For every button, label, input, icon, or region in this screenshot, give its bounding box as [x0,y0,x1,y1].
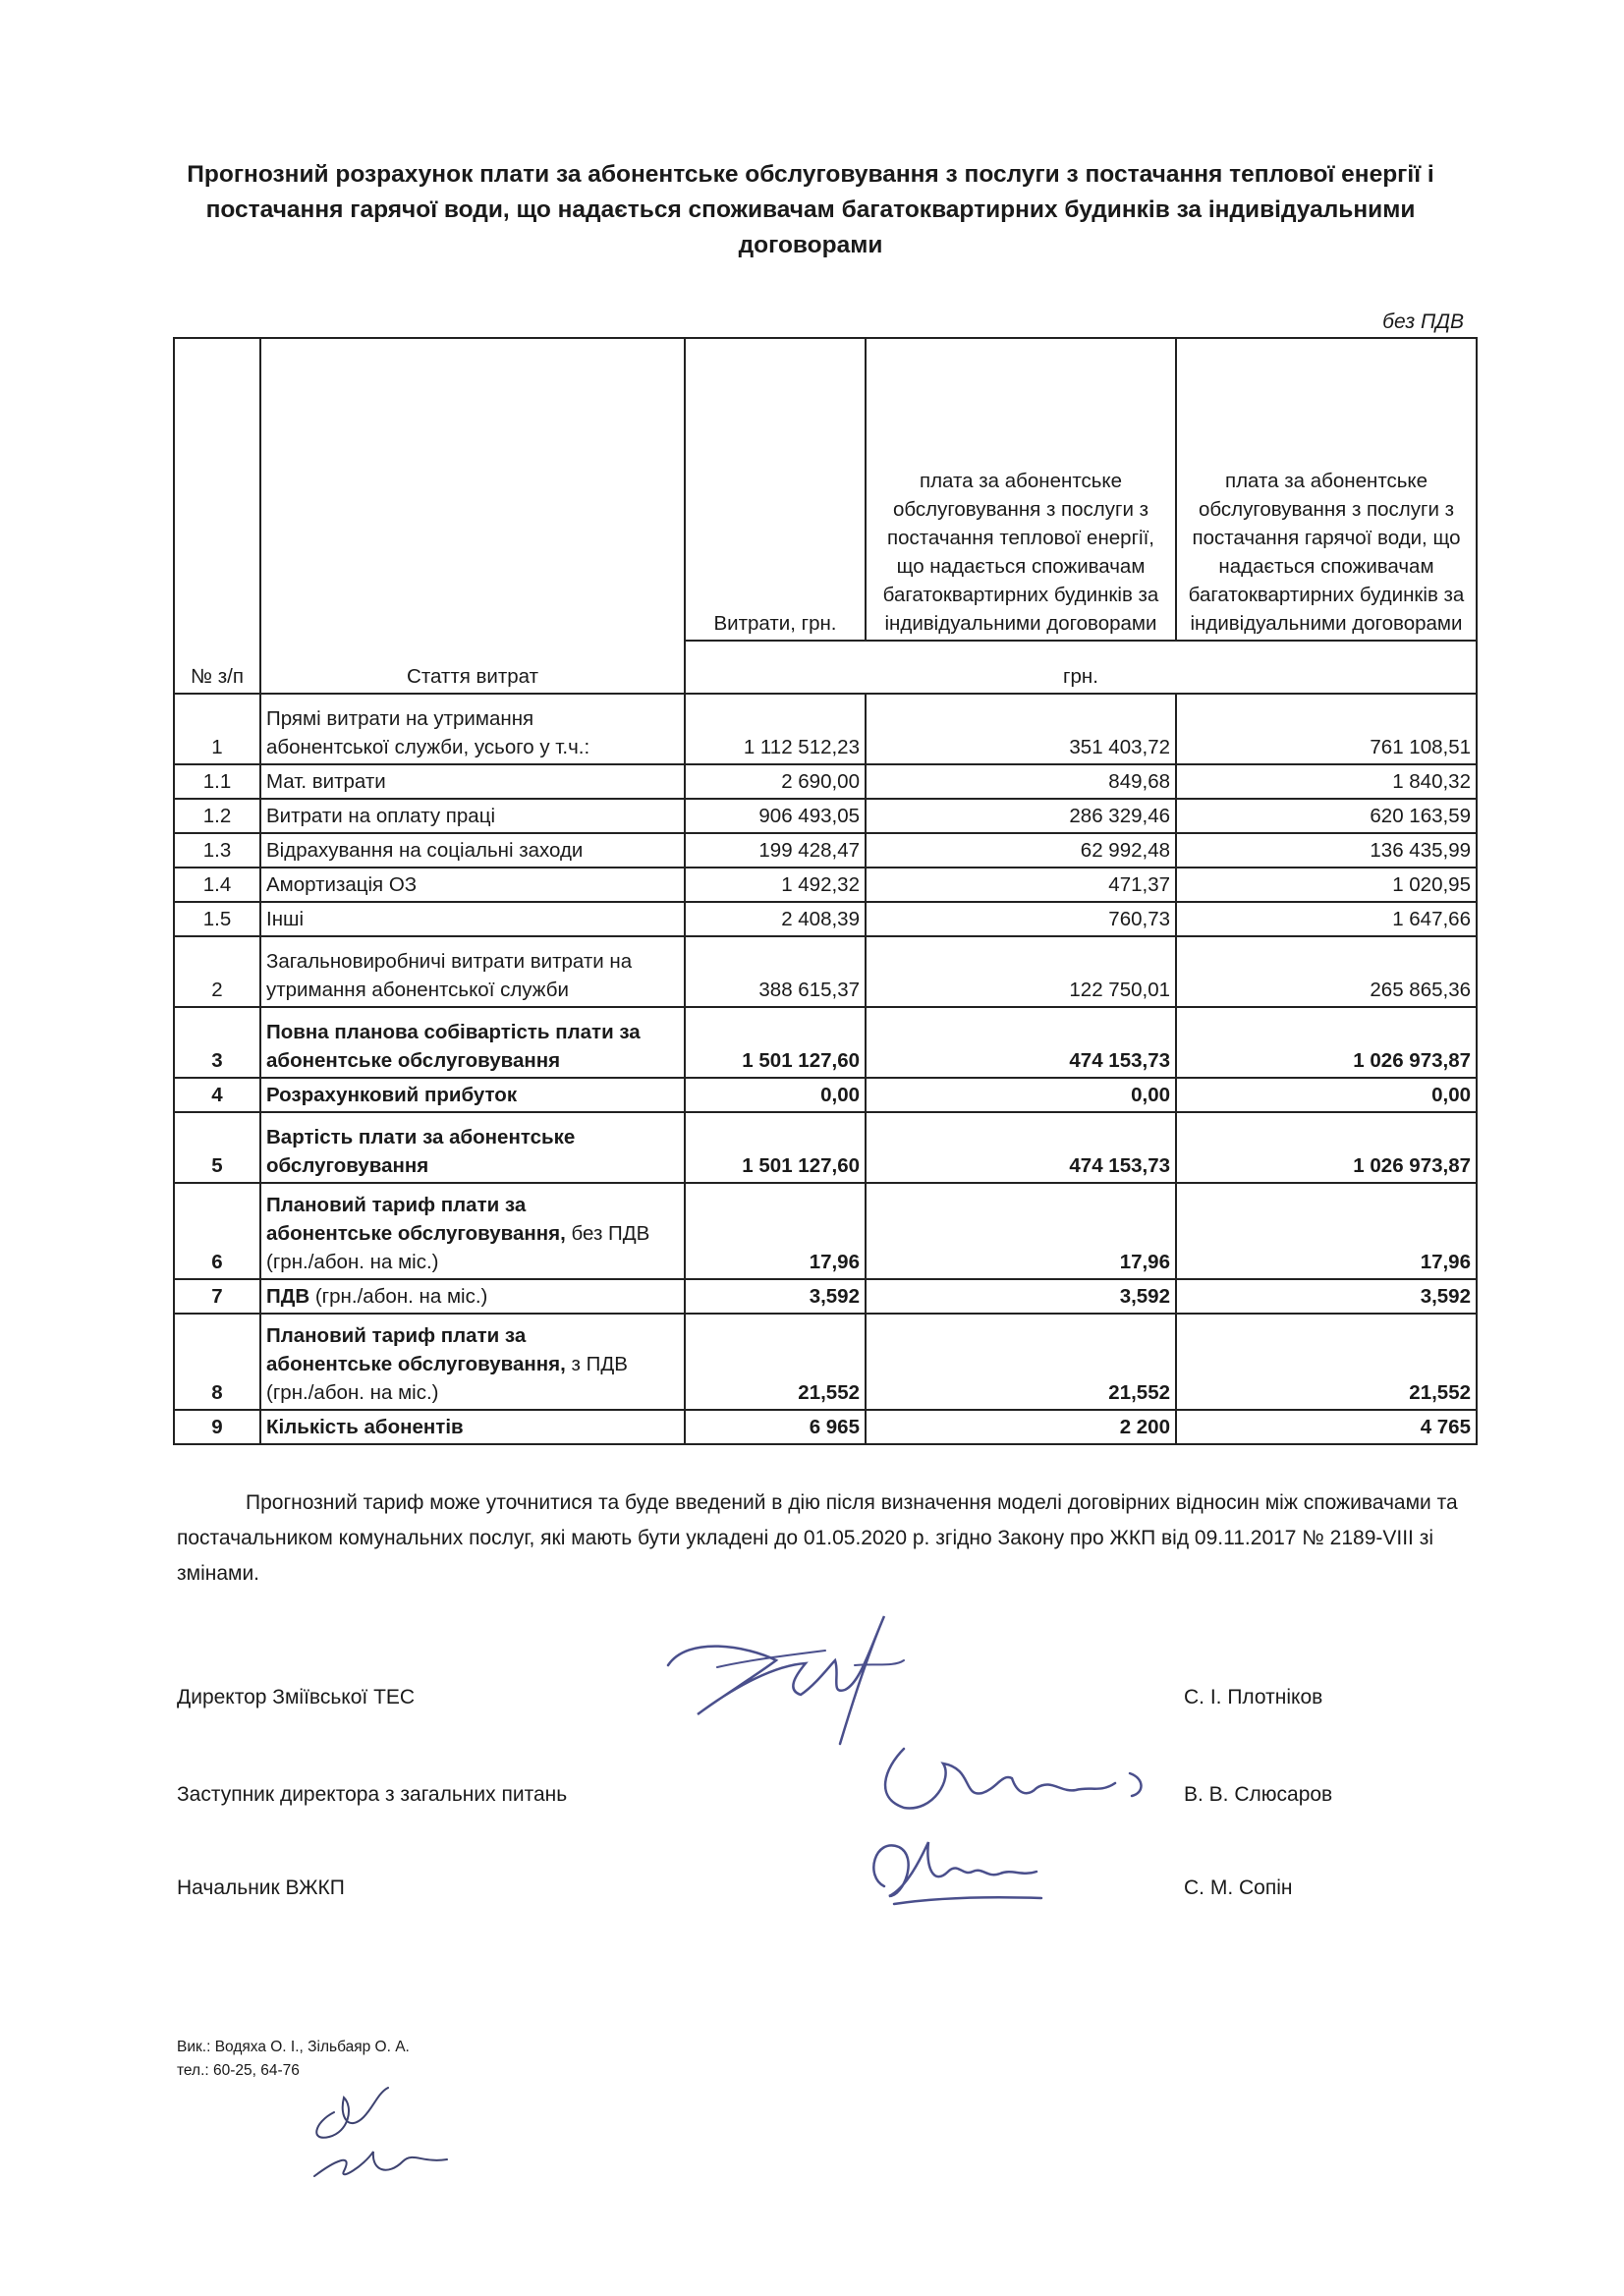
table-row [174,694,1477,764]
row-value-heat: 286 329,46 [866,799,1176,833]
row-value-costs: 21,552 [685,1314,866,1410]
table-row [174,902,1477,936]
table-row [174,1183,1477,1279]
row-label [260,1279,685,1314]
row-value-costs: 1 492,32 [685,868,866,902]
row-number: 8 [174,1314,260,1410]
row-value-heat: 474 153,73 [866,1007,1176,1078]
header-costs: Витрати, грн. [685,338,866,641]
table-row [174,1078,1477,1112]
row-number: 1.5 [174,902,260,936]
row-label-text: (грн./абон. на міс.) [309,1285,488,1308]
row-label [260,764,685,799]
row-label-bold: Повна планова собівартість плати за абонентське обслуговування [266,1021,641,1072]
row-value-water: 620 163,59 [1176,799,1477,833]
table-row [174,1314,1477,1410]
row-value-water: 265 865,36 [1176,936,1477,1007]
row-value-water: 1 026 973,87 [1176,1007,1477,1078]
director-title: Директор Зміївської ТЕС [177,1686,416,1708]
document-title [157,157,1464,263]
row-value-water: 1 840,32 [1176,764,1477,799]
row-value-water: 1 020,95 [1176,868,1477,902]
row-label [260,1314,685,1410]
table-row [174,764,1477,799]
row-value-costs: 6 965 [685,1410,866,1444]
row-label-text: Амортизація ОЗ [266,873,418,896]
deputy-name: В. В. Слюсаров [1184,1783,1333,1806]
row-number: 1.2 [174,799,260,833]
row-label [260,1112,685,1183]
header-heat: плата за абонентське обслуговування з послуги з постачання теплової енергії, що надається споживачам багатоквартирних будинків за індивідуальними договорами [866,338,1176,641]
table-row [174,936,1477,1007]
cost-table [173,337,1478,1445]
director-signature [658,1606,914,1754]
executors-phones: тел.: 60-25, 64-76 [177,2062,300,2079]
row-label-bold: ПДВ [266,1285,310,1308]
row-value-heat: 351 403,72 [866,694,1176,764]
table-row [174,1410,1477,1444]
row-value-heat: 17,96 [866,1183,1176,1279]
row-value-heat: 471,37 [866,868,1176,902]
row-number: 6 [174,1183,260,1279]
row-number: 3 [174,1007,260,1078]
row-value-water: 17,96 [1176,1183,1477,1279]
table-header-row [174,338,1477,641]
footnote: Прогнозний тариф може уточнитися та буде введений в дію після визначення моделі договірних відносин між споживачами та постачальником комунальних послуг, які мають бути укладені до 01.05.2020 р. згідно Закону про ЖКП від 09.11.2017 № 2189-VIII зі змінами. [177,1491,1458,1585]
row-number: 4 [174,1078,260,1112]
row-label-text: Прямі витрати на утримання абонентської служби, усього у т.ч.: [266,707,590,758]
row-label-bold: Розрахунковий прибуток [266,1084,518,1106]
director-name: С. І. Плотніков [1184,1686,1323,1708]
row-label [260,936,685,1007]
row-label [260,1183,685,1279]
row-label [260,1007,685,1078]
executor-initials-signature [295,2083,462,2191]
title-line: договорами [738,232,883,258]
row-label-text: Витрати на оплату праці [266,805,495,827]
table-row [174,799,1477,833]
row-label-text: Інші [266,908,305,930]
row-value-water: 761 108,51 [1176,694,1477,764]
header-water: плата за абонентське обслуговування з послуги з постачання гарячої води, що надається споживачам багатоквартирних будинків за індивідуальними договорами [1176,338,1477,641]
row-value-water: 3,592 [1176,1279,1477,1314]
row-value-costs: 1 501 127,60 [685,1007,866,1078]
header-num: № з/п [174,338,260,694]
row-number: 7 [174,1279,260,1314]
row-value-heat: 849,68 [866,764,1176,799]
row-value-costs: 17,96 [685,1183,866,1279]
row-label [260,1078,685,1112]
row-label [260,799,685,833]
row-value-heat: 21,552 [866,1314,1176,1410]
table-row [174,1007,1477,1078]
row-value-heat: 474 153,73 [866,1112,1176,1183]
row-value-costs: 1 112 512,23 [685,694,866,764]
head-title: Начальник ВЖКП [177,1876,345,1899]
row-number: 1.3 [174,833,260,868]
header-unit: грн. [685,641,1477,694]
row-number: 5 [174,1112,260,1183]
title-line: постачання гарячої води, що надається споживачам багатоквартирних будинків за індивідуальними [205,196,1416,223]
row-label [260,902,685,936]
table-row [174,833,1477,868]
head-name: С. М. Сопін [1184,1876,1293,1899]
row-number: 1 [174,694,260,764]
row-value-costs: 2 690,00 [685,764,866,799]
row-value-costs: 0,00 [685,1078,866,1112]
row-number: 1.4 [174,868,260,902]
row-label-text: Мат. витрати [266,770,386,793]
row-value-costs: 2 408,39 [685,902,866,936]
row-value-heat: 3,592 [866,1279,1176,1314]
row-number: 9 [174,1410,260,1444]
row-value-water: 21,552 [1176,1314,1477,1410]
row-value-costs: 199 428,47 [685,833,866,868]
row-value-costs: 906 493,05 [685,799,866,833]
row-value-costs: 388 615,37 [685,936,866,1007]
row-label [260,694,685,764]
row-label-text: Загальновиробничі витрати витрати на утримання абонентської служби [266,950,633,1001]
row-number: 1.1 [174,764,260,799]
executors-names: Вик.: Водяха О. І., Зільбаяр О. А. [177,2039,410,2055]
row-value-water: 1 647,66 [1176,902,1477,936]
row-value-costs: 1 501 127,60 [685,1112,866,1183]
row-label-bold: Кількість абонентів [266,1416,464,1438]
row-label-bold: Плановий тариф плати за абонентське обслуговування, [266,1324,566,1375]
row-value-heat: 0,00 [866,1078,1176,1112]
row-value-heat: 2 200 [866,1410,1176,1444]
executors [177,2036,410,2083]
table-row [174,868,1477,902]
table-row [174,1279,1477,1314]
row-value-costs: 3,592 [685,1279,866,1314]
row-value-water: 0,00 [1176,1078,1477,1112]
row-value-heat: 62 992,48 [866,833,1176,868]
row-label-text: Відрахування на соціальні заходи [266,839,584,862]
row-label-text: без ПДВ (грн./абон. на міс.) [266,1222,650,1273]
title-line: Прогнозний розрахунок плати за абонентське обслуговування з послуги з постачання теплової енергії і [187,161,1434,188]
row-label-text: з ПДВ (грн./абон. на міс.) [266,1353,628,1404]
row-label-bold: Вартість плати за абонентське обслуговування [266,1126,576,1177]
row-value-heat: 122 750,01 [866,936,1176,1007]
table-row [174,1112,1477,1183]
row-label [260,833,685,868]
header-article: Стаття витрат [260,338,685,694]
row-value-heat: 760,73 [866,902,1176,936]
deputy-signature [865,1739,1159,1837]
row-label [260,1410,685,1444]
row-value-water: 1 026 973,87 [1176,1112,1477,1183]
row-label-bold: Плановий тариф плати за абонентське обслуговування, [266,1194,566,1245]
head-signature [855,1827,1051,1916]
row-number: 2 [174,936,260,1007]
row-label [260,868,685,902]
vat-note: без ПДВ [1382,310,1464,333]
deputy-title: Заступник директора з загальних питань [177,1783,568,1806]
row-value-water: 4 765 [1176,1410,1477,1444]
row-value-water: 136 435,99 [1176,833,1477,868]
